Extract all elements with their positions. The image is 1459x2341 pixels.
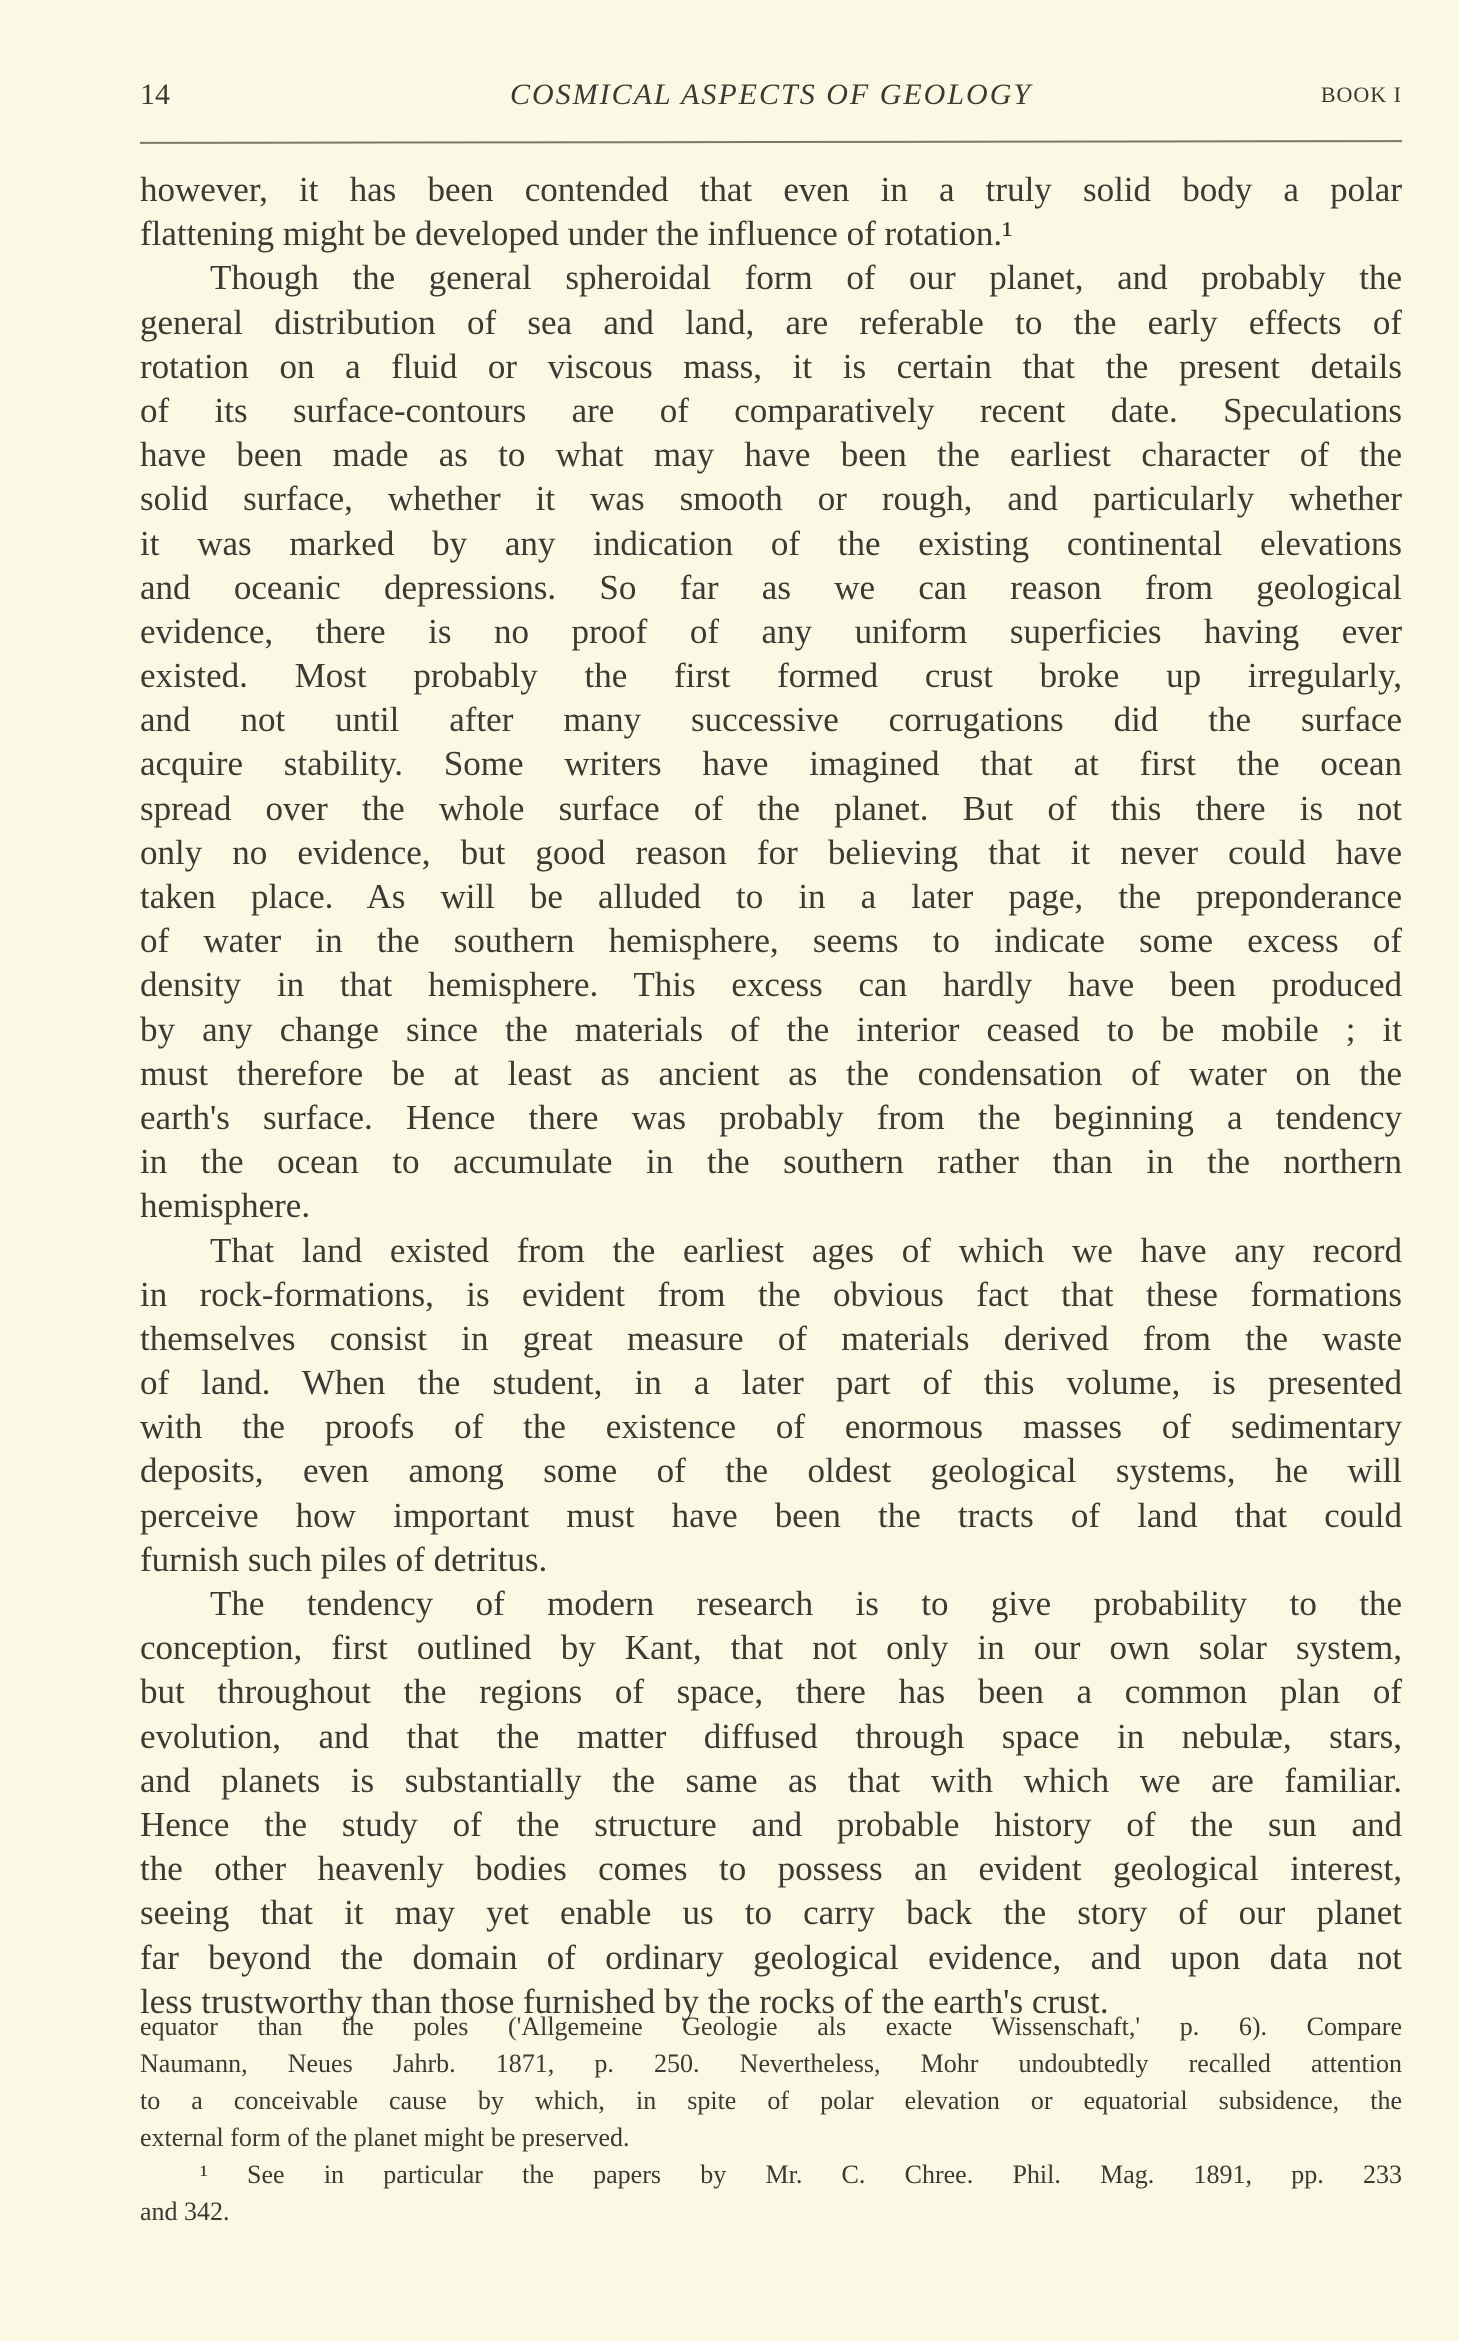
text-line: in rock-formations, is evident from the obvious fact that these formations bbox=[140, 1274, 1402, 1314]
text-line: density in that hemisphere. This excess can hardly have been produced bbox=[140, 965, 1402, 1005]
text-line: and not until after many successive corrugations did the surface bbox=[140, 700, 1402, 740]
text-line: must therefore be at least as ancient as the condensation of water on the bbox=[140, 1053, 1402, 1093]
text-line: The tendency of modern research is to give probability to the bbox=[210, 1584, 1402, 1623]
text-line: external form of the planet might be preserved. bbox=[140, 2123, 630, 2152]
text-line: in the ocean to accumulate in the southern rather than in the northern bbox=[140, 1142, 1402, 1182]
text-line: and oceanic depressions. So far as we can reason from geological bbox=[140, 567, 1402, 607]
text-line: general distribution of sea and land, are referable to the early effects of bbox=[140, 302, 1402, 342]
text-line: ¹ See in particular the papers by Mr. C. Chree. Phil. Mag. 1891, pp. 233 bbox=[200, 2160, 1402, 2189]
text-line: but throughout the regions of space, there has been a common plan of bbox=[140, 1672, 1402, 1712]
paragraph bbox=[140, 1229, 1402, 1583]
text-line: by any change since the materials of the interior ceased to be mobile ; it bbox=[140, 1009, 1402, 1049]
running-header bbox=[140, 78, 1402, 122]
paragraph bbox=[140, 168, 1402, 256]
text-line: taken place. As will be alluded to in a later page, the preponderance bbox=[140, 877, 1402, 916]
text-line: earth's surface. Hence there was probably from the beginning a tendency bbox=[140, 1097, 1402, 1137]
text-line: with the proofs of the existence of enormous masses of sedimentary bbox=[140, 1407, 1402, 1447]
book-label: BOOK I bbox=[1320, 82, 1402, 107]
text-line: conception, first outlined by Kant, that not only in our own solar system, bbox=[140, 1628, 1402, 1668]
paragraph bbox=[140, 256, 1402, 1228]
text-line: Hence the study of the structure and probable history of the sun and bbox=[140, 1804, 1402, 1844]
text-line: acquire stability. Some writers have imagined that at first the ocean bbox=[140, 744, 1402, 784]
text-line: hemisphere. bbox=[140, 1186, 311, 1226]
text-line: rotation on a fluid or viscous mass, it is certain that the present details bbox=[140, 346, 1402, 386]
page-number: 14 bbox=[140, 78, 170, 111]
text-line: evidence, there is no proof of any uniform superficies having ever bbox=[140, 611, 1402, 651]
text-line: and planets is substantially the same as that with which we are familiar. bbox=[140, 1760, 1402, 1800]
text-line: of land. When the student, in a later part of this volume, is presented bbox=[140, 1363, 1402, 1403]
text-line: of its surface-contours are of comparatively recent date. Speculations bbox=[140, 390, 1402, 430]
text-line: far beyond the domain of ordinary geological evidence, and upon data not bbox=[140, 1937, 1402, 1977]
text-line: Though the general spheroidal form of our planet, and probably the bbox=[210, 258, 1402, 298]
footnote bbox=[140, 2008, 1402, 2156]
text-line: and 342. bbox=[140, 2197, 230, 2226]
text-line: of water in the southern hemisphere, seems to indicate some excess of bbox=[140, 921, 1402, 961]
text-line: to a conceivable cause by which, in spite of polar elevation or equatorial subsidence, the bbox=[140, 2086, 1402, 2115]
text-line: furnish such piles of detritus. bbox=[140, 1539, 548, 1579]
text-line: solid surface, whether it was smooth or rough, and particularly whether bbox=[140, 479, 1402, 519]
footnotes bbox=[140, 2008, 1402, 2230]
running-title: COSMICAL ASPECTS OF GEOLOGY bbox=[509, 78, 1033, 111]
paragraph bbox=[140, 1582, 1402, 2024]
body-text bbox=[140, 168, 1402, 2024]
footnote bbox=[140, 2156, 1402, 2230]
text-line: equator than the poles ('Allgemeine Geologie als exacte Wissenschaft,' p. 6). Compare bbox=[140, 2012, 1402, 2041]
text-line: themselves consist in great measure of materials derived from the waste bbox=[140, 1318, 1402, 1358]
text-line: spread over the whole surface of the planet. But of this there is not bbox=[140, 788, 1402, 828]
text-line: Naumann, Neues Jahrb. 1871, p. 250. Nevertheless, Mohr undoubtedly recalled attention bbox=[140, 2049, 1402, 2078]
text-line: less trustworthy than those furnished by the rocks of the earth's crust. bbox=[140, 1981, 1109, 2021]
text-line: deposits, even among some of the oldest geological systems, he will bbox=[140, 1451, 1402, 1491]
text-line: That land existed from the earliest ages of which we have any record bbox=[210, 1230, 1402, 1270]
text-line: however, it has been contended that even in a truly solid body a polar bbox=[140, 170, 1402, 209]
text-line: seeing that it may yet enable us to carry back the story of our planet bbox=[140, 1893, 1402, 1933]
text-line: it was marked by any indication of the existing continental elevations bbox=[140, 523, 1402, 563]
header-rule bbox=[140, 140, 1402, 144]
text-line: the other heavenly bodies comes to possess an evident geological interest, bbox=[140, 1849, 1402, 1889]
text-line: only no evidence, but good reason for believing that it never could have bbox=[140, 832, 1402, 872]
text-line: existed. Most probably the first formed crust broke up irregularly, bbox=[140, 656, 1402, 696]
text-line: have been made as to what may have been the earliest character of the bbox=[140, 435, 1402, 475]
text-line: flattening might be developed under the influence of rotation.¹ bbox=[140, 214, 1013, 254]
text-line: perceive how important must have been the tracts of land that could bbox=[140, 1495, 1402, 1535]
text-line: evolution, and that the matter diffused through space in nebulæ, stars, bbox=[140, 1716, 1402, 1756]
